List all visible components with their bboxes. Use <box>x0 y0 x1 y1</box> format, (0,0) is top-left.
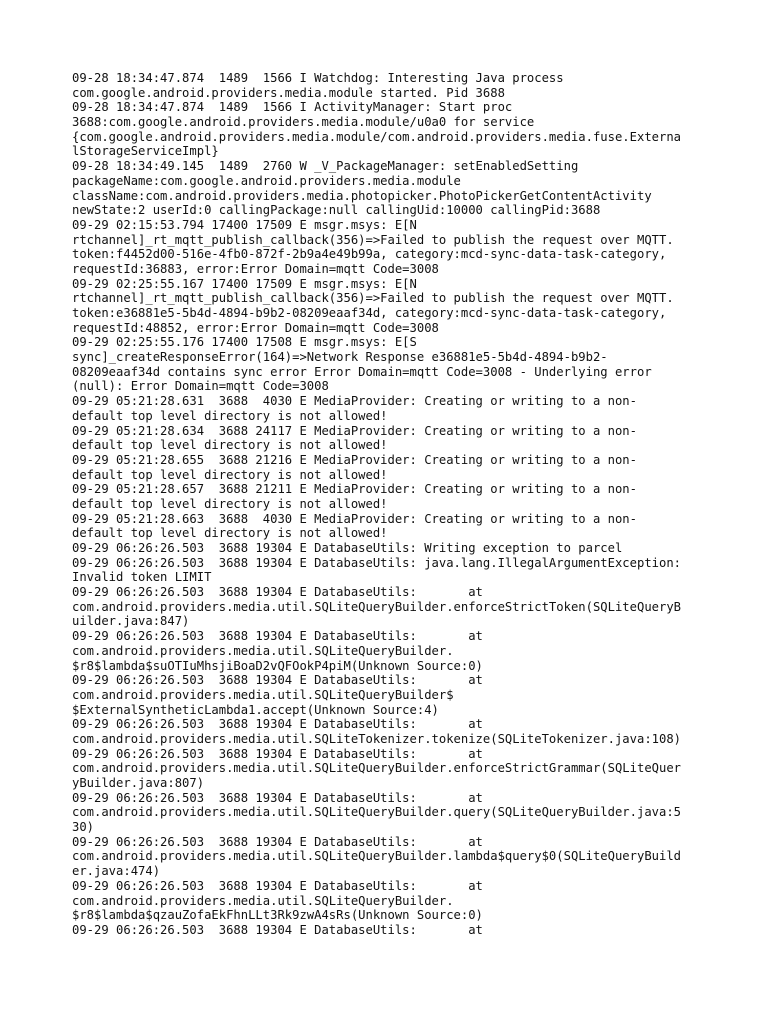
log-line: com.android.providers.media.util.SQLiteQueryBuilder. <box>72 643 454 658</box>
log-line: 09-29 06:26:26.503 3688 19304 E DatabaseUtils: java.lang.IllegalArgumentException: <box>72 555 682 570</box>
log-line: 09-28 18:34:47.874 1489 1566 I Watchdog: Interesting Java process <box>72 71 564 85</box>
log-line: 09-29 05:21:28.634 3688 24117 E MediaProvider: Creating or writing to a non- <box>72 423 637 438</box>
log-text-body <box>72 71 748 938</box>
log-line: $r8$lambda$suOTIuMhsjiBoaD2vQFOokP4piM(Unknown Source:0) <box>72 658 483 673</box>
log-line: requestId:48852, error:Error Domain=mqtt Code=3008 <box>72 320 439 335</box>
log-line: (null): Error Domain=mqtt Code=3008 <box>72 379 329 394</box>
log-line: 09-29 05:21:28.663 3688 4030 E MediaProvider: Creating or writing to a non- <box>72 511 637 526</box>
log-line: com.android.providers.media.util.SQLiteQueryBuilder.enforceStrictGrammar(SQLiteQuer <box>72 761 682 776</box>
log-line: 3688:com.google.android.providers.media.module/u0a0 for service <box>72 115 535 130</box>
log-line: 09-29 06:26:26.503 3688 19304 E DatabaseUtils: Writing exception to parcel <box>72 541 623 555</box>
log-line: 09-29 06:26:26.503 3688 19304 E DatabaseUtils: at <box>72 878 483 893</box>
log-line: 09-29 05:21:28.631 3688 4030 E MediaProvider: Creating or writing to a non- <box>72 394 637 409</box>
log-line: rtchannel]_rt_mqtt_publish_callback(356)=>Failed to publish the request over MQTT. <box>72 232 674 247</box>
log-line: uilder.java:847) <box>72 614 190 629</box>
log-line: com.android.providers.media.util.SQLiteQueryBuilder. <box>72 893 454 908</box>
log-line: 09-29 06:26:26.503 3688 19304 E DatabaseUtils: at <box>72 834 483 849</box>
log-line: rtchannel]_rt_mqtt_publish_callback(356)=>Failed to publish the request over MQTT. <box>72 291 674 306</box>
log-line: com.android.providers.media.util.SQLiteQueryBuilder.lambda$query$0(SQLiteQueryBuild <box>72 849 682 864</box>
log-line: default top level directory is not allowed! <box>72 496 388 511</box>
log-line: 09-29 02:25:55.167 17400 17509 E msgr.msys: E[N <box>72 276 417 291</box>
log-line: 08209eaaf34d contains sync error Error Domain=mqtt Code=3008 - Underlying error <box>72 364 652 379</box>
log-line: com.android.providers.media.util.SQLiteQueryBuilder.query(SQLiteQueryBuilder.java:5 <box>72 805 682 820</box>
log-line: packageName:com.google.android.providers.media.module <box>72 173 461 188</box>
log-line: default top level directory is not allowed! <box>72 408 388 423</box>
log-line: $r8$lambda$qzauZofaEkFhnLLt3Rk9zwA4sRs(Unknown Source:0) <box>72 908 483 923</box>
log-line: 09-29 02:15:53.794 17400 17509 E msgr.msys: E[N <box>72 217 417 232</box>
log-line: $ExternalSyntheticLambda1.accept(Unknown Source:4) <box>72 702 439 717</box>
log-line: {com.google.android.providers.media.module/com.android.providers.media.fuse.Externa <box>72 129 682 144</box>
log-line: 09-29 06:26:26.503 3688 19304 E DatabaseUtils: at <box>72 717 483 732</box>
log-line: 09-29 06:26:26.503 3688 19304 E DatabaseUtils: at <box>72 673 483 688</box>
log-line: 09-29 06:26:26.503 3688 19304 E DatabaseUtils: at <box>72 922 483 937</box>
log-line: newState:2 userId:0 callingPackage:null callingUid:10000 callingPid:3688 <box>72 203 601 218</box>
log-line: 09-29 06:26:26.503 3688 19304 E DatabaseUtils: at <box>72 585 483 600</box>
log-line: 09-28 18:34:49.145 1489 2760 W _V_PackageManager: setEnabledSetting <box>72 159 579 174</box>
log-line: com.android.providers.media.util.SQLiteQueryBuilder.enforceStrictToken(SQLiteQueryB <box>72 599 682 614</box>
log-line: com.google.android.providers.media.module started. Pid 3688 <box>72 85 505 100</box>
log-line: 09-29 06:26:26.503 3688 19304 E DatabaseUtils: at <box>72 629 483 644</box>
log-line: className:com.android.providers.media.photopicker.PhotoPickerGetContentActivity <box>72 188 652 203</box>
log-line: default top level directory is not allowed! <box>72 467 388 482</box>
log-line: yBuilder.java:807) <box>72 776 205 790</box>
log-line: com.android.providers.media.util.SQLiteTokenizer.tokenize(SQLiteTokenizer.java:108) <box>72 731 682 746</box>
log-line: 09-29 02:25:55.176 17400 17508 E msgr.msys: E[S <box>72 335 417 350</box>
log-line: er.java:474) <box>72 864 161 879</box>
log-line: default top level directory is not allowed! <box>72 526 388 541</box>
log-line: Invalid token LIMIT <box>72 570 212 585</box>
log-line: token:f4452d00-516e-4fb0-872f-2b9a4e49b99a, category:mcd-sync-data-task-category, <box>72 247 667 262</box>
log-line: 30) <box>72 820 95 835</box>
log-line: 09-29 05:21:28.657 3688 21211 E MediaProvider: Creating or writing to a non- <box>72 482 637 497</box>
log-line: default top level directory is not allowed! <box>72 438 388 453</box>
log-line: 09-29 05:21:28.655 3688 21216 E MediaProvider: Creating or writing to a non- <box>72 452 637 467</box>
log-line: sync]_createResponseError(164)=>Network Response e36881e5-5b4d-4894-b9b2- <box>72 350 608 365</box>
log-line: requestId:36883, error:Error Domain=mqtt Code=3008 <box>72 261 439 276</box>
log-line: 09-28 18:34:47.874 1489 1566 I ActivityManager: Start proc <box>72 100 513 115</box>
log-line: lStorageServiceImpl} <box>72 144 219 159</box>
log-line: com.android.providers.media.util.SQLiteQueryBuilder$ <box>72 687 454 702</box>
log-line: 09-29 06:26:26.503 3688 19304 E DatabaseUtils: at <box>72 790 483 805</box>
log-line: 09-29 06:26:26.503 3688 19304 E DatabaseUtils: at <box>72 746 483 761</box>
log-line: token:e36881e5-5b4d-4894-b9b2-08209eaaf34d, category:mcd-sync-data-task-category, <box>72 306 667 320</box>
